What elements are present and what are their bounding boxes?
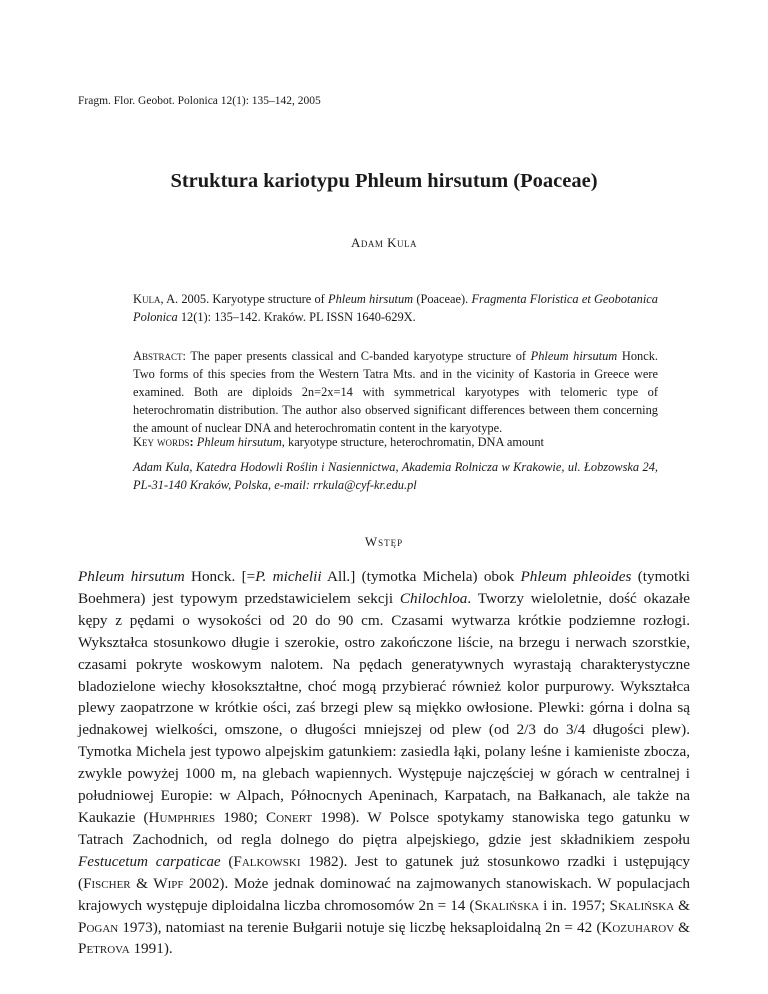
keywords-label: Key words <box>133 435 190 449</box>
reference-author: Conert <box>265 808 313 826</box>
abstract-species: Phleum hirsutum <box>530 349 618 363</box>
citation-species: Phleum hirsutum <box>328 292 414 306</box>
bibliographic-citation <box>133 290 658 326</box>
reference-author: Kozuharov & Petrova <box>78 918 690 958</box>
abstract-text: : The paper presents classical and C-banded karyotype structure of <box>182 349 531 363</box>
author-address <box>133 458 658 494</box>
citation-author: Kula <box>133 292 161 306</box>
reference-author: Skalińska <box>474 896 540 914</box>
introduction-paragraph <box>78 566 690 960</box>
species-name: P. michelii <box>255 568 322 585</box>
keywords-text: , karyotype structure, heterochromatin, DNA amount <box>281 435 544 449</box>
body-text: 1973), natomiast na terenie Bułgarii notuje się liczbę heksaploidalną 2n = 42 ( <box>118 918 602 936</box>
article-title: Struktura kariotypu Phleum hirsutum (Poaceae) <box>170 170 598 192</box>
body-text: All.] (tymotka Michela) obok <box>321 568 521 585</box>
reference-author: Fischer & Wipf <box>83 874 184 892</box>
keywords-species: Phleum hirsutum <box>196 435 282 449</box>
abstract-text: Honck. Two forms of this species from the Western Tatra Mts. and in the vicinity of Kastoria in Greece were examined. Both are diploids 2n=2x=14 with symmetrical karyotypes with telomeric type of heterochromatin distribution. The author also observed significant differences between them concerning the amount of nuclear DNA and heterochromatin content in the karyotype. <box>133 349 659 435</box>
body-text: Honck. [= <box>184 568 256 585</box>
address-text: Adam Kula, Katedra Hodowli Roślin i Nasiennictwa, Akademia Rolnicza w Krakowie, ul. Łobzowska 24, PL-31-140 Kraków, Polska, e-mail: rrkula@cyf-kr.edu.pl <box>133 460 658 492</box>
journal-reference: Fragm. Flor. Geobot. Polonica 12(1): 135–142, 2005 <box>78 95 321 107</box>
citation-text: 12(1): 135–142. Kraków. PL ISSN 1640-629X. <box>177 310 416 324</box>
abstract <box>133 347 658 437</box>
body-text: ( <box>220 852 234 870</box>
keywords <box>133 433 658 451</box>
body-text: (tymotki Boehmera) jest typowym przedstawicielem sekcji <box>78 568 691 607</box>
abstract-label: Abstract <box>133 349 183 363</box>
citation-text: , A. 2005. Karyotype structure of <box>160 292 328 306</box>
body-text: 1991). <box>129 940 173 958</box>
body-text: 1982). Jest to gatunek już stosunkowo rzadki i ustępujący ( <box>78 852 690 892</box>
body-text: 2002). Może jednak dominować na zajmowanych stanowiskach. W populacjach krajowych występuje diploidalna liczba chromosomów 2n = 14 ( <box>78 874 690 914</box>
citation-text: (Poaceae). <box>413 292 472 306</box>
association-name: Festucetum carpaticae <box>78 852 221 870</box>
section-heading: Wstęp <box>364 534 404 549</box>
body-text: 1998). W Polsce spotykamy stanowiska tego gatunku w Tatrach Zachodnich, od regla dolnego do piętra alpejskiego, gdzie jest składnikiem zespołu <box>78 808 690 848</box>
body-text: . Tworzy wieloletnie, dość okazałe kępy z pędami o wysokości od 20 do 90 cm. Czasami wytwarza krótkie podziemne rozłogi. Wykształca stosunkowo długie i szerokie, ostro zakończone liście, na brzegu i nerwach szorstkie, czasami pokryte woskowym nalotem. Na pędach generatywnych wyrastają charakterystyczne bladozielone wiechy kłosokształtne, choć mogą przybierać również kolor purpurowy. Wykształca plewy zaopatrzone w krótkie ości, zaś brzegi plew są miękko owłosione. Plewki: górna i dolna są jednakowej wielkości, omszone, o długości mniejszej od plew (od 2/3 do 3/4 długości plew). Tymotka Michela jest typowo alpejskim gatunkiem: zasiedla łąki, polany leśne i kamieniste zbocza, zwykle powyżej 1000 m, na glebach wapiennych. Występuje najczęściej w górach w centralnej i południowej Europie: w Alpach, Północnych Apeninach, Karpatach, na Bałkanach, ale także na Kaukazie ( <box>78 589 690 826</box>
reference-author: Skalińska & Pogan <box>78 896 690 936</box>
section-name: Chilochloa <box>399 589 468 607</box>
body-text: i in. 1957; <box>539 896 610 914</box>
keywords-separator: : <box>189 435 197 449</box>
species-name: Phleum phleoides <box>520 568 632 585</box>
species-name: Phleum hirsutum <box>78 568 185 585</box>
body-text: 1980; <box>215 808 266 826</box>
reference-author: Humphries <box>148 808 216 826</box>
reference-author: Falkowski <box>233 852 301 870</box>
citation-journal: Fragmenta Floristica et Geobotanica Polonica <box>133 292 658 324</box>
author-name: Adam Kula <box>350 235 418 250</box>
